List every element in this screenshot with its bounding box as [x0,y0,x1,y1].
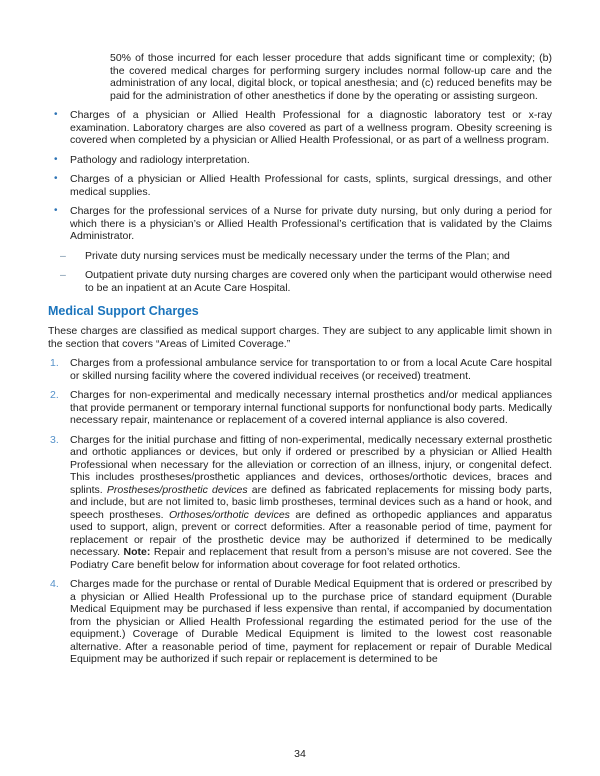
bullet-marker: • [54,173,58,184]
text-run: Charges of a physician or Allied Health Professional for casts, splints, surgical dressings, and other medical supplies. [70,173,552,198]
list-number: 1. [50,357,59,369]
text-run: Private duty nursing services must be medically necessary under the terms of the Plan; and [85,249,510,262]
list-number: 4. [50,578,59,590]
numbered-item [48,434,552,572]
numbered-item [48,357,552,382]
text-run: Charges for the initial purchase and fitting of non-experimental, medically necessary external prosthetic and orthotic appliances or devices, but only if ordered or prescribed by a physician or Allied Health Professional when necessary for the alleviation or correction of an illness, injury, or congenital defect. This includes prostheses/prosthetic appliances and devices, orthoses/orthotic devices, braces and splints. Prostheses/prosthetic devices are defined as fabricated replacements for missing body parts, and include, but are not limited to, basic limb prostheses, terminal devices such as a hand or hook, and speech prostheses. Orthoses/orthotic devices are defined as orthopedic appliances and apparatus used to support, align, prevent or correct deformities. After a reasonable period of time, payment for replacement or repair of the prosthetic device may be authorized if determined to be medically necessary. Note: Repair and replacement that result from a person’s misuse are not covered. See the Podiatry Care benefit below for information about coverage for foot related orthotics. [70,433,552,571]
list-number: 3. [50,433,59,446]
text-run: Charges from a professional ambulance service for transportation to or from a local Acute Care hospital or skilled nursing facility where the covered individual receives (or received) treatment. [70,357,552,382]
text-run: Outpatient private duty nursing charges are covered only when the participant would otherwise need to be an inpatient at an Acute Care Hospital. [85,269,552,294]
text-run: Charges of a physician or Allied Health Professional for a diagnostic laboratory test or x-ray examination. Laboratory charges are also covered as part of a wellness program. Obesity screening is covered when completed by a physician or Allied Health Professional, or as part of a wellness program. [70,109,552,146]
paragraph [48,325,552,350]
text-run: Charges for non-experimental and medically necessary internal prosthetics and/or medical appliances that provide permanent or temporary internal functional supports for nonfunctional body parts. Medically necessary repair, maintenance or replacement of a covered internal appliance is also covered. [70,389,552,426]
text-run: Charges made for the purchase or rental of Durable Medical Equipment that is ordered or prescribed by a physician or Allied Health Professional up to the purchase price of standard equipment (Durable Medical Equipment may be purchased if less expensive than rental, if accompanied by documentation from the physician or Allied Health Professional regarding the estimated period for the use of the equipment.) Coverage of Durable Medical Equipment is limited to the lowest cost reasonable alternative. After a reasonable period of time, payment for replacement or repair of Durable Medical Equipment may be authorized if such repair or replacement is determined to be [70,578,552,665]
bullet-marker: • [54,109,58,120]
numbered-item [48,389,552,427]
bullet-marker: • [54,205,58,216]
bullet-item [48,173,552,198]
bullet-item [48,154,552,167]
text-run: Charges for the professional services of a Nurse for private duty nursing, but only during a period for which there is a physician’s or Allied Health Professional’s certification that is validated by the Claims Administrator. [70,205,552,242]
bullet-marker: • [54,153,58,165]
text-run: 50% of those incurred for each lesser procedure that adds significant time or complexity; (b) the covered medical charges for performing surgery includes normal follow-up care and the administration of any local, digital block, or topical anesthesia; and (c) reduced benefits may be paid for the administration of other anesthetics if done by the operating or assisting surgeon. [110,52,552,102]
dash-sub-item [48,269,552,294]
dash-marker: – [60,269,66,281]
numbered-item [48,578,552,666]
bullet-item [48,205,552,243]
text-run: These charges are classified as medical support charges. They are subject to any applicable limit shown in the section that covers “Areas of Limited Coverage.” [48,325,552,350]
section-heading [48,304,552,318]
dash-marker: – [60,249,66,262]
paragraph [110,52,552,102]
bullet-item [48,109,552,147]
list-number: 2. [50,389,59,401]
text-run: Medical Support Charges [48,304,199,318]
page-number: 34 [294,747,306,760]
dash-sub-item [48,250,552,263]
text-run: Pathology and radiology interpretation. [70,153,250,166]
